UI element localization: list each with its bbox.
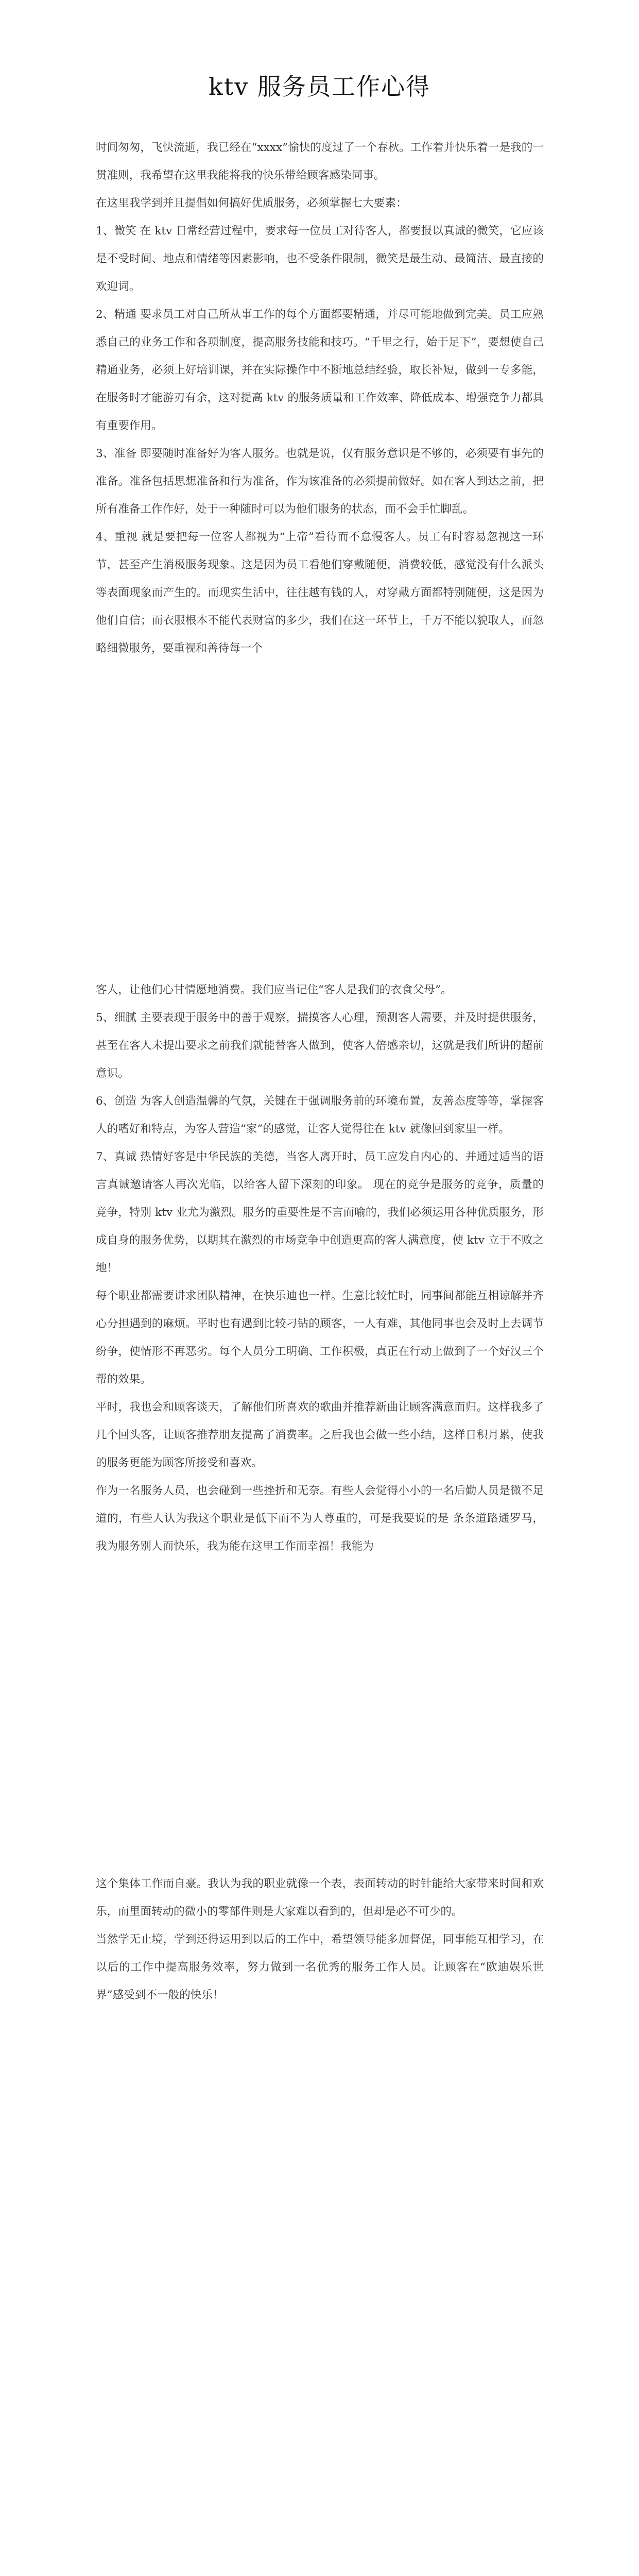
paragraph-guests-parents: 客人，让他们心甘情愿地消费。我们应当记住“客人是我们的衣食父母”。 (96, 984, 452, 996)
paragraph-conclusion: 当然学无止境，学到还得运用到以后的工作中，希望领导能多加督促，同事能互相学习，在以后的工作中提高服务效率，努力做到一名优秀的服务工作人员。让顾客在“欧迪娱乐世界”感受到不一般的快乐！ (96, 1933, 544, 2002)
text-block-page-2 (96, 976, 544, 1561)
document-title: ktv 服务员工作心得 (209, 73, 430, 100)
paragraph-proud: 这个集体工作而自豪。我认为我的职业就像一个表，表面转动的时针能给大家带来时间和欢乐，而里面转动的微小的零部件则是大家难以看到的，但却是必不可少的。 (96, 1877, 544, 1918)
paragraph-chat-customers: 平时，我也会和顾客谈天，了解他们所喜欢的歌曲并推荐新曲让顾客满意而归。这样我多了几个回头客，让顾客推荐朋友提高了消费率。之后我也会做一些小结，这样日积月累，使我的服务更能为顾客所接受和喜欢。 (96, 1401, 544, 1469)
paragraph-smile: 1、微笑 在 ktv 日常经营过程中，要求每一位员工对待客人，都要报以真诚的微笑，它应该是不受时间、地点和情绪等因素影响，也不受条件限制，微笑是最生动、最简洁、最直接的欢迎词。 (96, 225, 544, 293)
text-block-page-1 (96, 134, 544, 663)
paragraph-proficiency: 2、精通 要求员工对自己所从事工作的每个方面都要精通，并尽可能地做到完美。员工应熟悉自己的业务工作和各项制度，提高服务技能和技巧。“千里之行，始于足下”，要想使自己精通业务，必须上好培训课，并在实际操作中不断地总结经验，取长补短，做到一专多能，在服务时才能游刃有余，这对提高 ktv 的服务质量和工作效率、降低成本、增强竞争力都具有重要作用。 (96, 308, 544, 432)
paragraph-teamwork: 每个职业都需要讲求团队精神，在快乐迪也一样。生意比较忙时，同事间都能互相谅解并齐心分担遇到的麻烦。平时也有遇到比较刁钻的顾客，一人有难，其他同事也会及时上去调节纷争，使情形不再恶劣。每个人员分工明确、工作积极，真正在行动上做到了一个好汉三个帮的效果。 (96, 1290, 544, 1386)
paragraph-sincere: 7、真诚 热情好客是中华民族的美德，当客人离开时，员工应发自内心的、并通过适当的语言真诚邀请客人再次光临，以给客人留下深刻的印象。 现在的竞争是服务的竞争，质量的竞争，特别 ktv 业尤为激烈。服务的重要性是不言而喻的，我们必须运用各种优质服务，形成自身的服务优势，以期其在激烈的市场竞争中创造更高的客人满意度，使 ktv 立于不败之地！ (96, 1150, 544, 1275)
paragraph-setbacks: 作为一名服务人员，也会碰到一些挫折和无奈。有些人会觉得小小的一名后勤人员是微不足道的，有些人认为我这个职业是低下而不为人尊重的，可是我要说的是 条条道路通罗马，我为服务别人而快乐，我为能在这里工作而幸福！我能为 (96, 1484, 544, 1553)
paragraph-attention: 4、重视 就是要把每一位客人都视为“上帝”看待而不怠慢客人。员工有时容易忽视这一环节，甚至产生消极服务现象。这是因为员工看他们穿戴随便，消费较低，感觉没有什么派头等表面现象而产生的。而现实生活中，往往越有钱的人，对穿戴方面都特别随便，这是因为他们自信；而衣服根本不能代表财富的多少，我们在这一环节上，千万不能以貌取人，而忽略细微服务，要重视和善待每一个 (96, 531, 544, 655)
paragraph-meticulous: 5、细腻 主要表现于服务中的善于观察，揣摸客人心理，预测客人需要，并及时提供服务，甚至在客人未提出要求之前我们就能替客人做到，使客人倍感亲切，这就是我们所讲的超前意识。 (96, 1011, 544, 1080)
paragraph-preparation: 3、准备 即要随时准备好为客人服务。也就是说，仅有服务意识是不够的，必须要有事先的准备。准备包括思想准备和行为准备，作为该准备的必须提前做好。如在客人到达之前，把所有准备工作作好，处于一种随时可以为他们服务的状态，而不会手忙脚乱。 (96, 447, 544, 516)
paragraph-intro: 时间匆匆，飞快流逝，我已经在“xxxx”愉快的度过了一个春秋。工作着并快乐着一是我的一贯准则，我希望在这里我能将我的快乐带给顾客感染同事。 (96, 141, 544, 182)
paragraph-seven-elements: 在这里我学到并且提倡如何搞好优质服务，必须掌握七大要素： (96, 197, 407, 210)
text-block-page-3 (96, 1870, 544, 2009)
paragraph-create: 6、创造 为客人创造温馨的气氛，关键在于强调服务前的环境布置，友善态度等等，掌握客人的嗜好和特点，为客人营造“家”的感觉，让客人觉得往在 ktv 就像回到家里一样。 (96, 1095, 544, 1136)
